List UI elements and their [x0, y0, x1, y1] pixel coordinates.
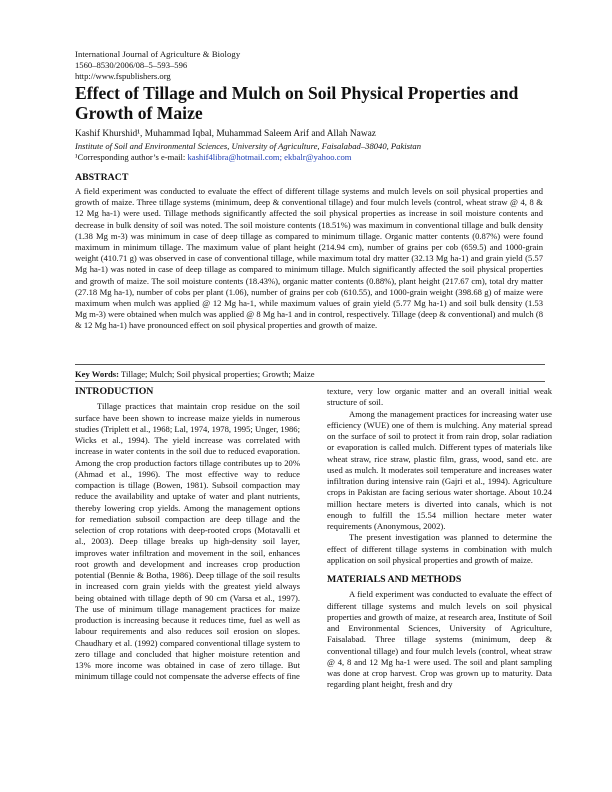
corresponding-emails[interactable]: kashif4libra@hotmail.com; ekbalr@yahoo.com	[187, 152, 352, 162]
abstract-text: A field experiment was conducted to evaluate the effect of different tillage systems and mulch levels on soil physical properties and growth of maize. Three tillage systems (minimum, deep & conventional tillage) and four mulch levels (control, wheat straw @ 4, 8 & 12 Mg ha-1) were used. Tillage methods significantly affected the soil physical properties as increase in soil moisture contents and decrease in bulk density of soil was noted. The soil moisture contents (18.51%) was maximum in conventional tillage and bulk density (1.38 Mg m-3) was minimum in case of deep tillage as compared to minimum tillage. Organic matter contents (0.87%) were found maximum in minimum tillage. The maximum value of plant height (214.94 cm), number of grains per cob (659.5) and 1000-grain weight (410.71 g) was observed in case of conventional tillage, while maximum total dry matter (32.13 Mg ha-1) and grain yield (5.57 Mg ha-1) was noted in case of deep tillage as compared to minimum tillage. Mulch significantly affected the soil physical properties and growth of maize. The soil moisture contents (18.43%), organic matter contents (0.88%), plant height (217.67 cm), total dry matter (27.18 Mg ha-1), number of cobs per plant (1.06), number of grains per cob (610.55), and 1000-grain weight (398.68 g) of maize were maximum when mulch was applied @ 12 Mg ha-1, while maximum values of grain yield (5.77 Mg ha-1) and soil bulk density (1.53 Mg m-3) were obtained when mulch was applied @ 8 Mg ha-1 and in control, respectively. Tillage (deep & conventional) and mulch (8 & 12 Mg ha-1) have pronounced effect on soil physical properties and growth of maize.	[75, 186, 543, 331]
methods-heading: MATERIALS AND METHODS	[327, 574, 462, 585]
paper-title: Effect of Tillage and Mulch on Soil Physical Properties and Growth of Maize	[75, 83, 519, 123]
author-list: Kashif Khurshid¹, Muhammad Iqbal, Muhammad Saleem Arif and Allah Nawaz	[75, 129, 376, 139]
issn-line: 1560–8530/2006/08–5–593–596	[75, 60, 188, 70]
section-divider	[75, 364, 545, 365]
keywords	[75, 369, 315, 379]
introduction-paragraph-1: Tillage practices that maintain crop residue on the soil surface have been shown to increase maize yields in numerous studies (Triplett et al., 1968; Lal, 1974, 1978, 1995; Unger, 1986; Wicks et al., 1994). The yield increase was correlated with increase in water contents in the soil due to reduced evaporation. Among the crop production factors tillage contributes up to 20% (Ahmad et al., 1996). The most effective way to reduce compaction is tillage (Bowen, 1981). Subsoil compaction may reduce the availability and uptake of water and plant nutrients, thereby lowering crop yields. Among the management options for remediation subsoil compaction are deep tillage and the selection of crop rotations with deep-rooted crops (Motavalli et al., 2003). Deep tillage breaks up high-density soil layer, improves water infiltration and movement in the soil, enhances root growth and development and increases crop production potential (Bennie & Botha, 1986). Deep tillage of the soil results in increased corn grain yields with the greatest yield always being obtained with tillage depth of 90 cm (Varsa et al., 1997). The use of minimum tillage management practices for maize production is increasing because it reduces time, fuel as well as labour requirements and also reduces soil erosion on slopes. Chaudhary et al. (1992) compared conventional tillage system to zero tillage and concluded that higher moisture retention and 13% more income was obtained in case of zero tillage. But minimum tillage could not compensate the adverse effects of fine	[75, 401, 300, 682]
introduction-paragraph-3: The present investigation was planned to determine the effect of different tillage systems in combination with mulch application on soil physical properties and growth of maize.	[327, 532, 552, 565]
corresponding-author	[75, 152, 351, 162]
keywords-text: Tillage; Mulch; Soil physical properties; Growth; Maize	[121, 369, 315, 379]
methods-paragraph-1: A field experiment was conducted to evaluate the effect of different tillage systems and mulch levels on soil physical properties and growth of maize, at research area, Institute of Soil and Environmental Sciences, University of Agriculture, Faisalabad. Three tillage systems (minimum, deep & conventional tillage) and four mulch levels (control, wheat straw @ 4, 8 and 12 Mg ha-1 were used. The soil and plant sampling was done at crop harvest. Crop was grown up to maturity. Data regarding plant height, fresh and dry	[327, 589, 552, 690]
left-column	[75, 386, 300, 683]
introduction-paragraph-1-continued: texture, very low organic matter and an overall initial weak structure of soil.	[327, 386, 552, 408]
journal-url[interactable]: http://www.fspublishers.org	[75, 71, 171, 81]
right-column	[327, 386, 552, 691]
journal-name: International Journal of Agriculture & Biology	[75, 49, 241, 59]
corresponding-prefix: ¹Corresponding author’s e-mail:	[75, 152, 188, 162]
introduction-heading: INTRODUCTION	[75, 386, 154, 397]
section-divider-2	[75, 381, 545, 382]
affiliation: Institute of Soil and Environmental Sciences, University of Agriculture, Faisalabad–38040, Pakistan	[75, 141, 422, 151]
introduction-paragraph-2: Among the management practices for increasing water use efficiency (WUE) one of them is mulching. Any material spread on the surface of soil to protect it from rain drop, solar radiation or evaporation is called mulch. Different types of materials like wheat straw, rice straw, plastic film, grass, wood, sand etc. are used as mulch. It moderates soil temperature and increases water infiltration during intensive rain (Gajri et al., 1994). Agriculture crops in Pakistan are facing serious water shortage. About 10.24 million hectare meters is diverted into canals, which is not enough to fulfill the 15.54 million hectare meter water requirements (Anonymous, 2002).	[327, 408, 552, 531]
abstract-heading: ABSTRACT	[75, 172, 129, 183]
keywords-label: Key Words:	[75, 369, 120, 379]
